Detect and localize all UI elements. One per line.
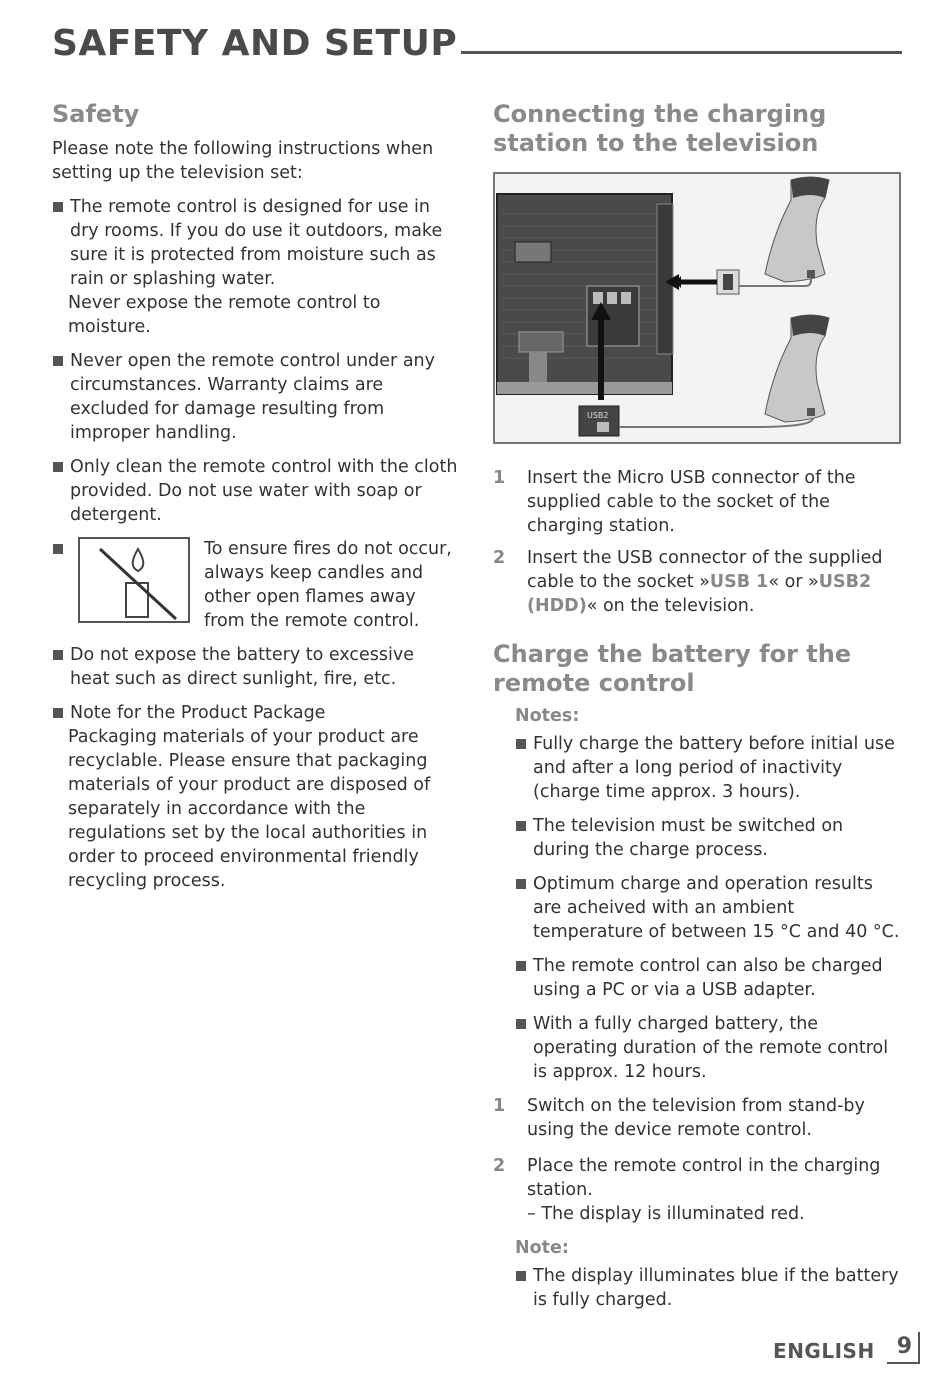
- bullet-square-icon: [53, 544, 63, 554]
- title-rule: [461, 51, 902, 54]
- charge-note-1: Fully charge the battery before initial use and after a long period of inactivity (charge time approx. 3 hours).: [515, 732, 901, 804]
- left-column: [52, 100, 458, 893]
- charge-note-5: With a fully charged battery, the operating duration of the remote control is approx. 12 hours.: [515, 1012, 901, 1084]
- bullet-square-icon: [516, 821, 526, 831]
- charge-step-2: 2 Place the remote control in the charging station. – The display is illuminated red.: [493, 1156, 881, 1224]
- safety-item-cleaning: Only clean the remote control with the cloth provided. Do not use water with soap or detergent.: [52, 455, 458, 527]
- bullet-square-icon: [53, 650, 63, 660]
- charge-note-final: The display illuminates blue if the battery is fully charged.: [515, 1264, 901, 1312]
- connecting-step-1: 1 Insert the Micro USB connector of the supplied cable to the socket of the charging station.: [493, 468, 856, 536]
- connecting-step-2: 2 Insert the USB connector of the supplied cable to the socket »USB 1« or »USB2 (HDD)« on the television.: [493, 548, 883, 616]
- page-title-bar: [52, 20, 902, 64]
- safety-item-dry-rooms: The remote control is designed for use in dry rooms. If you do use it outdoors, make sure it is protected from moisture such as rain or splashing water. Never expose the remote control to moisture.: [52, 195, 458, 339]
- right-column: [493, 100, 901, 1312]
- page-footer: [773, 1332, 920, 1364]
- bullet-square-icon: [53, 356, 63, 366]
- charge-step-1: 1 Switch on the television from stand-by using the device remote control.: [493, 1096, 865, 1140]
- no-candles-icon: [78, 537, 190, 623]
- bullet-square-icon: [53, 202, 63, 212]
- safety-heading: Safety: [52, 100, 140, 128]
- bullet-square-icon: [53, 708, 63, 718]
- bullet-square-icon: [516, 961, 526, 971]
- bullet-square-icon: [53, 462, 63, 472]
- safety-item-never-open: Never open the remote control under any circumstances. Warranty claims are excluded for damage resulting from improper handling.: [52, 349, 458, 445]
- page-number: 9: [887, 1332, 920, 1364]
- footer-language: ENGLISH: [773, 1339, 875, 1363]
- safety-item-package: Note for the Product Package Packaging materials of your product are recyclable. Please ensure that packaging materials of your product are disposed of separately in accordance with the regulations set by the local authorities in order to proceed environmental friendly recycling process.: [52, 701, 458, 893]
- charge-note-3: Optimum charge and operation results are acheived with an ambient temperature of between 15 °C and 40 °C.: [515, 872, 901, 944]
- bullet-square-icon: [516, 1019, 526, 1029]
- safety-intro: Please note the following instructions when setting up the television set:: [52, 139, 434, 183]
- charging-station-figure: [493, 172, 901, 444]
- bullet-square-icon: [516, 1271, 526, 1281]
- safety-item-candles: To ensure fires do not occur, always keep candles and other open flames away from the remote control.: [52, 537, 458, 633]
- connecting-heading: Connecting the charging station to the television: [493, 100, 827, 157]
- notes-label: Notes:: [515, 706, 580, 726]
- charge-heading: Charge the battery for the remote control: [493, 640, 852, 697]
- safety-item-battery-heat: Do not expose the battery to excessive heat such as direct sunlight, fire, etc.: [52, 643, 458, 691]
- page-title: SAFETY AND SETUP: [52, 23, 458, 64]
- bullet-square-icon: [516, 739, 526, 749]
- charge-note-4: The remote control can also be charged using a PC or via a USB adapter.: [515, 954, 901, 1002]
- usb2-port-label: USB2: [587, 411, 609, 420]
- note-label: Note:: [515, 1238, 569, 1258]
- charge-note-2: The television must be switched on during the charge process.: [515, 814, 901, 862]
- bullet-square-icon: [516, 879, 526, 889]
